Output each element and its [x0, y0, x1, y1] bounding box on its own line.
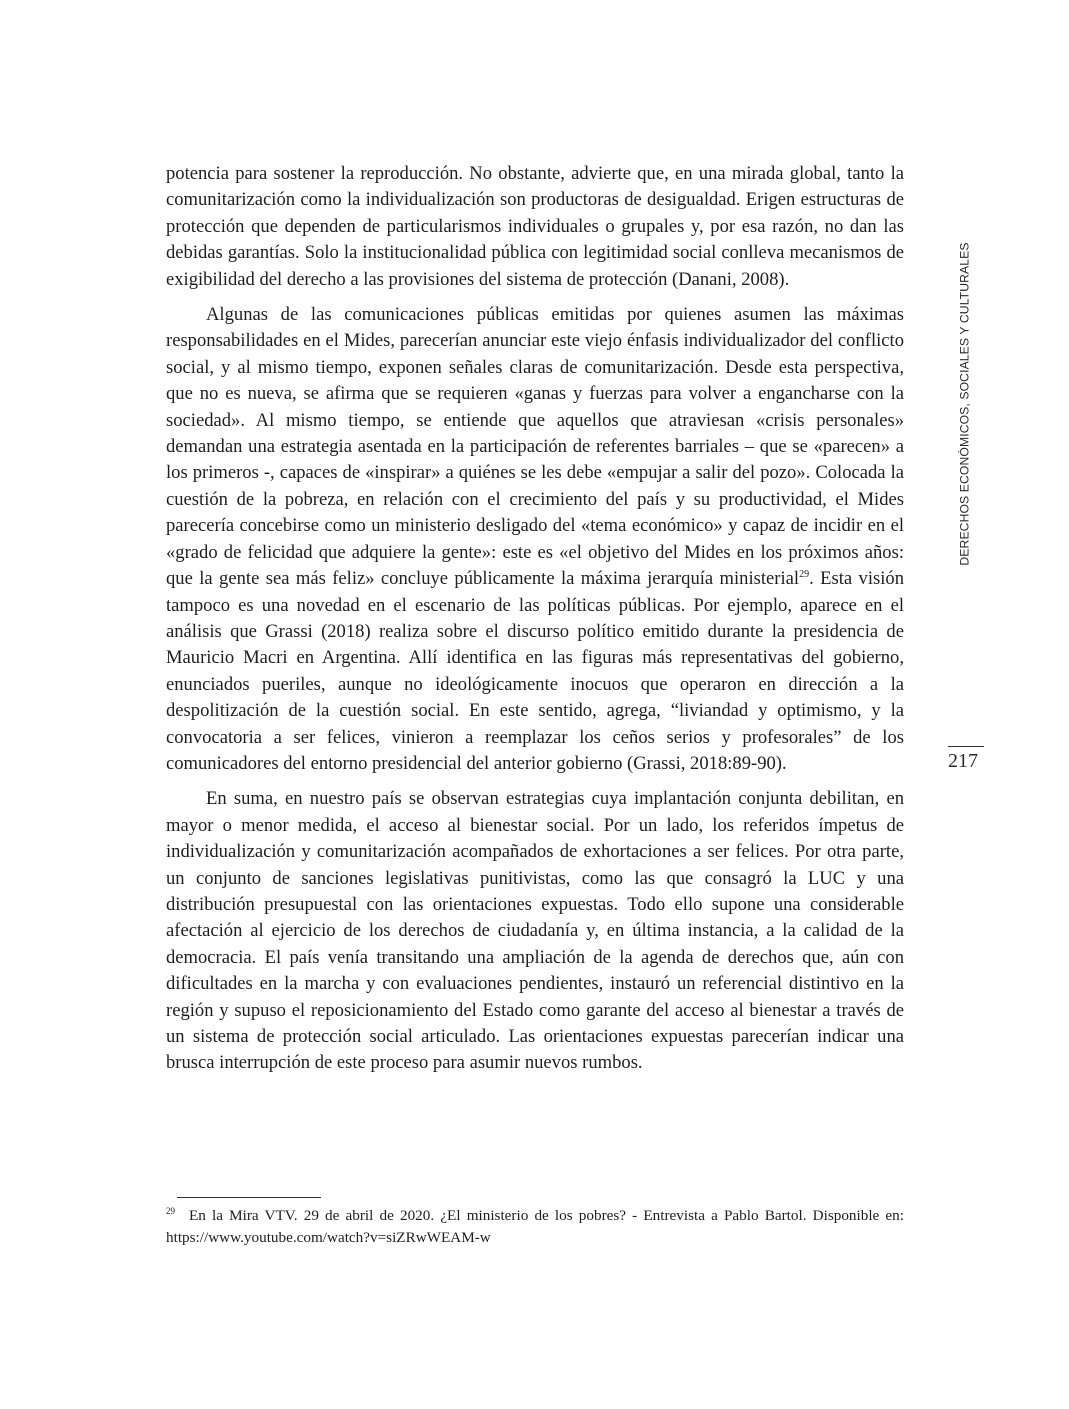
body-paragraph: potencia para sostener la reproducción. No obstante, advierte que, en una mirada global, tanto la comunitarización como la individualización son productoras de desigualdad. Erigen estructuras de protección que dependen de particularismos individuales o grupales y, por esa razón, no dan las debidas garantías. Solo la institucionalidad pública con legitimidad social conlleva mecanismos de exigibilidad del derecho a las provisiones del sistema de protección (Danani, 2008).: [166, 163, 904, 290]
running-header: [955, 242, 975, 566]
footnote-separator: [177, 1197, 321, 1198]
page-number-rule: [948, 746, 984, 747]
paragraph-text: Algunas de las comunicaciones públicas emitidas por quienes asumen las máximas responsabilidades en el Mides, parecerían anunciar este viejo énfasis individualizador del conflicto social, y al mismo tiempo, exponen señales claras de comunitarización. Desde esta perspectiva, que no es nueva, se afirma que se requieren «ganas y fuerzas para volver a engancharse con la sociedad». Al mismo tiempo, se entiende que aquellos que atraviesan «crisis personales» demandan una estrategia asentada en la participación de referentes barriales – que se «parecen» a los primeros -, capaces de «inspirar» a quiénes se les debe «empujar a salir del pozo». Colocada la cuestión de la pobreza, en relación con el crecimiento del país y su productividad, el Mides parecería concebirse como un ministerio desligado del «tema económico» y capaz de incidir en el «grado de felicidad que adquiere la gente»: este es «el objetivo del Mides en los próximos años: que la gente sea más feliz» concluye públicamente la máxima jerarquía ministerial: [166, 304, 904, 590]
page-number: 217: [948, 750, 978, 772]
running-header-text: DERECHOS ECONÓMICOS, SOCIALES Y CULTURALES: [958, 242, 972, 566]
footnote-text: En la Mira VTV. 29 de abril de 2020. ¿El ministerio de los pobres? - Entrevista a Pablo Bartol. Disponible en: https://www.youtube.com/watch?v=siZRwWEAM-w: [166, 1207, 904, 1246]
page-body: [166, 161, 904, 1077]
paragraph-text: . Esta visión tampoco es una novedad en el escenario de las políticas públicas. Por ejemplo, aparece en el análisis que Grassi (2018) realiza sobre el discurso político emitido durante la presidencia de Mauricio Macri en Argentina. Allí identifica en las figuras más representativas del gobierno, enunciados pueriles, aunque no ideológicamente inocuos que operaron en dirección a la despolitización de la cuestión social. En este sentido, agrega, “liviandad y optimismo, y la convocatoria a ser felices, vinieron a reemplazar los ceños serios y profesorales” de los comunicadores del entorno presidencial del anterior gobierno (Grassi, 2018:89-90).: [166, 568, 905, 774]
footnote-reference[interactable]: 29: [799, 568, 810, 580]
body-paragraph: En suma, en nuestro país se observan estrategias cuya implantación conjunta debilitan, en mayor o menor medida, el acceso al bienestar social. Por un lado, los referidos ímpetus de individualización y comunitarización acompañados de exhortaciones a ser felices. Por otra parte, un conjunto de sanciones legislativas punitivistas, como las que consagró la LUC y una distribución presupuestal con las orientaciones expuestas. Todo ello supone una considerable afectación al ejercicio de los derechos de ciudadanía y, en última instancia, a la calidad de la democracia. El país venía transitando una ampliación de la agenda de derechos que, aún con dificultades en la marcha y con evaluaciones pendientes, instauró un referencial distintivo en la región y supuso el reposicionamiento del Estado como garante del acceso al bienestar a través de un sistema de protección social articulado. Las orientaciones expuestas parecerían indicar una brusca interrupción de este proceso para asumir nuevos rumbos.: [166, 788, 904, 1074]
footnote: [166, 1205, 904, 1249]
body-paragraph: [166, 302, 904, 777]
footnote-number: 29: [166, 1205, 175, 1216]
